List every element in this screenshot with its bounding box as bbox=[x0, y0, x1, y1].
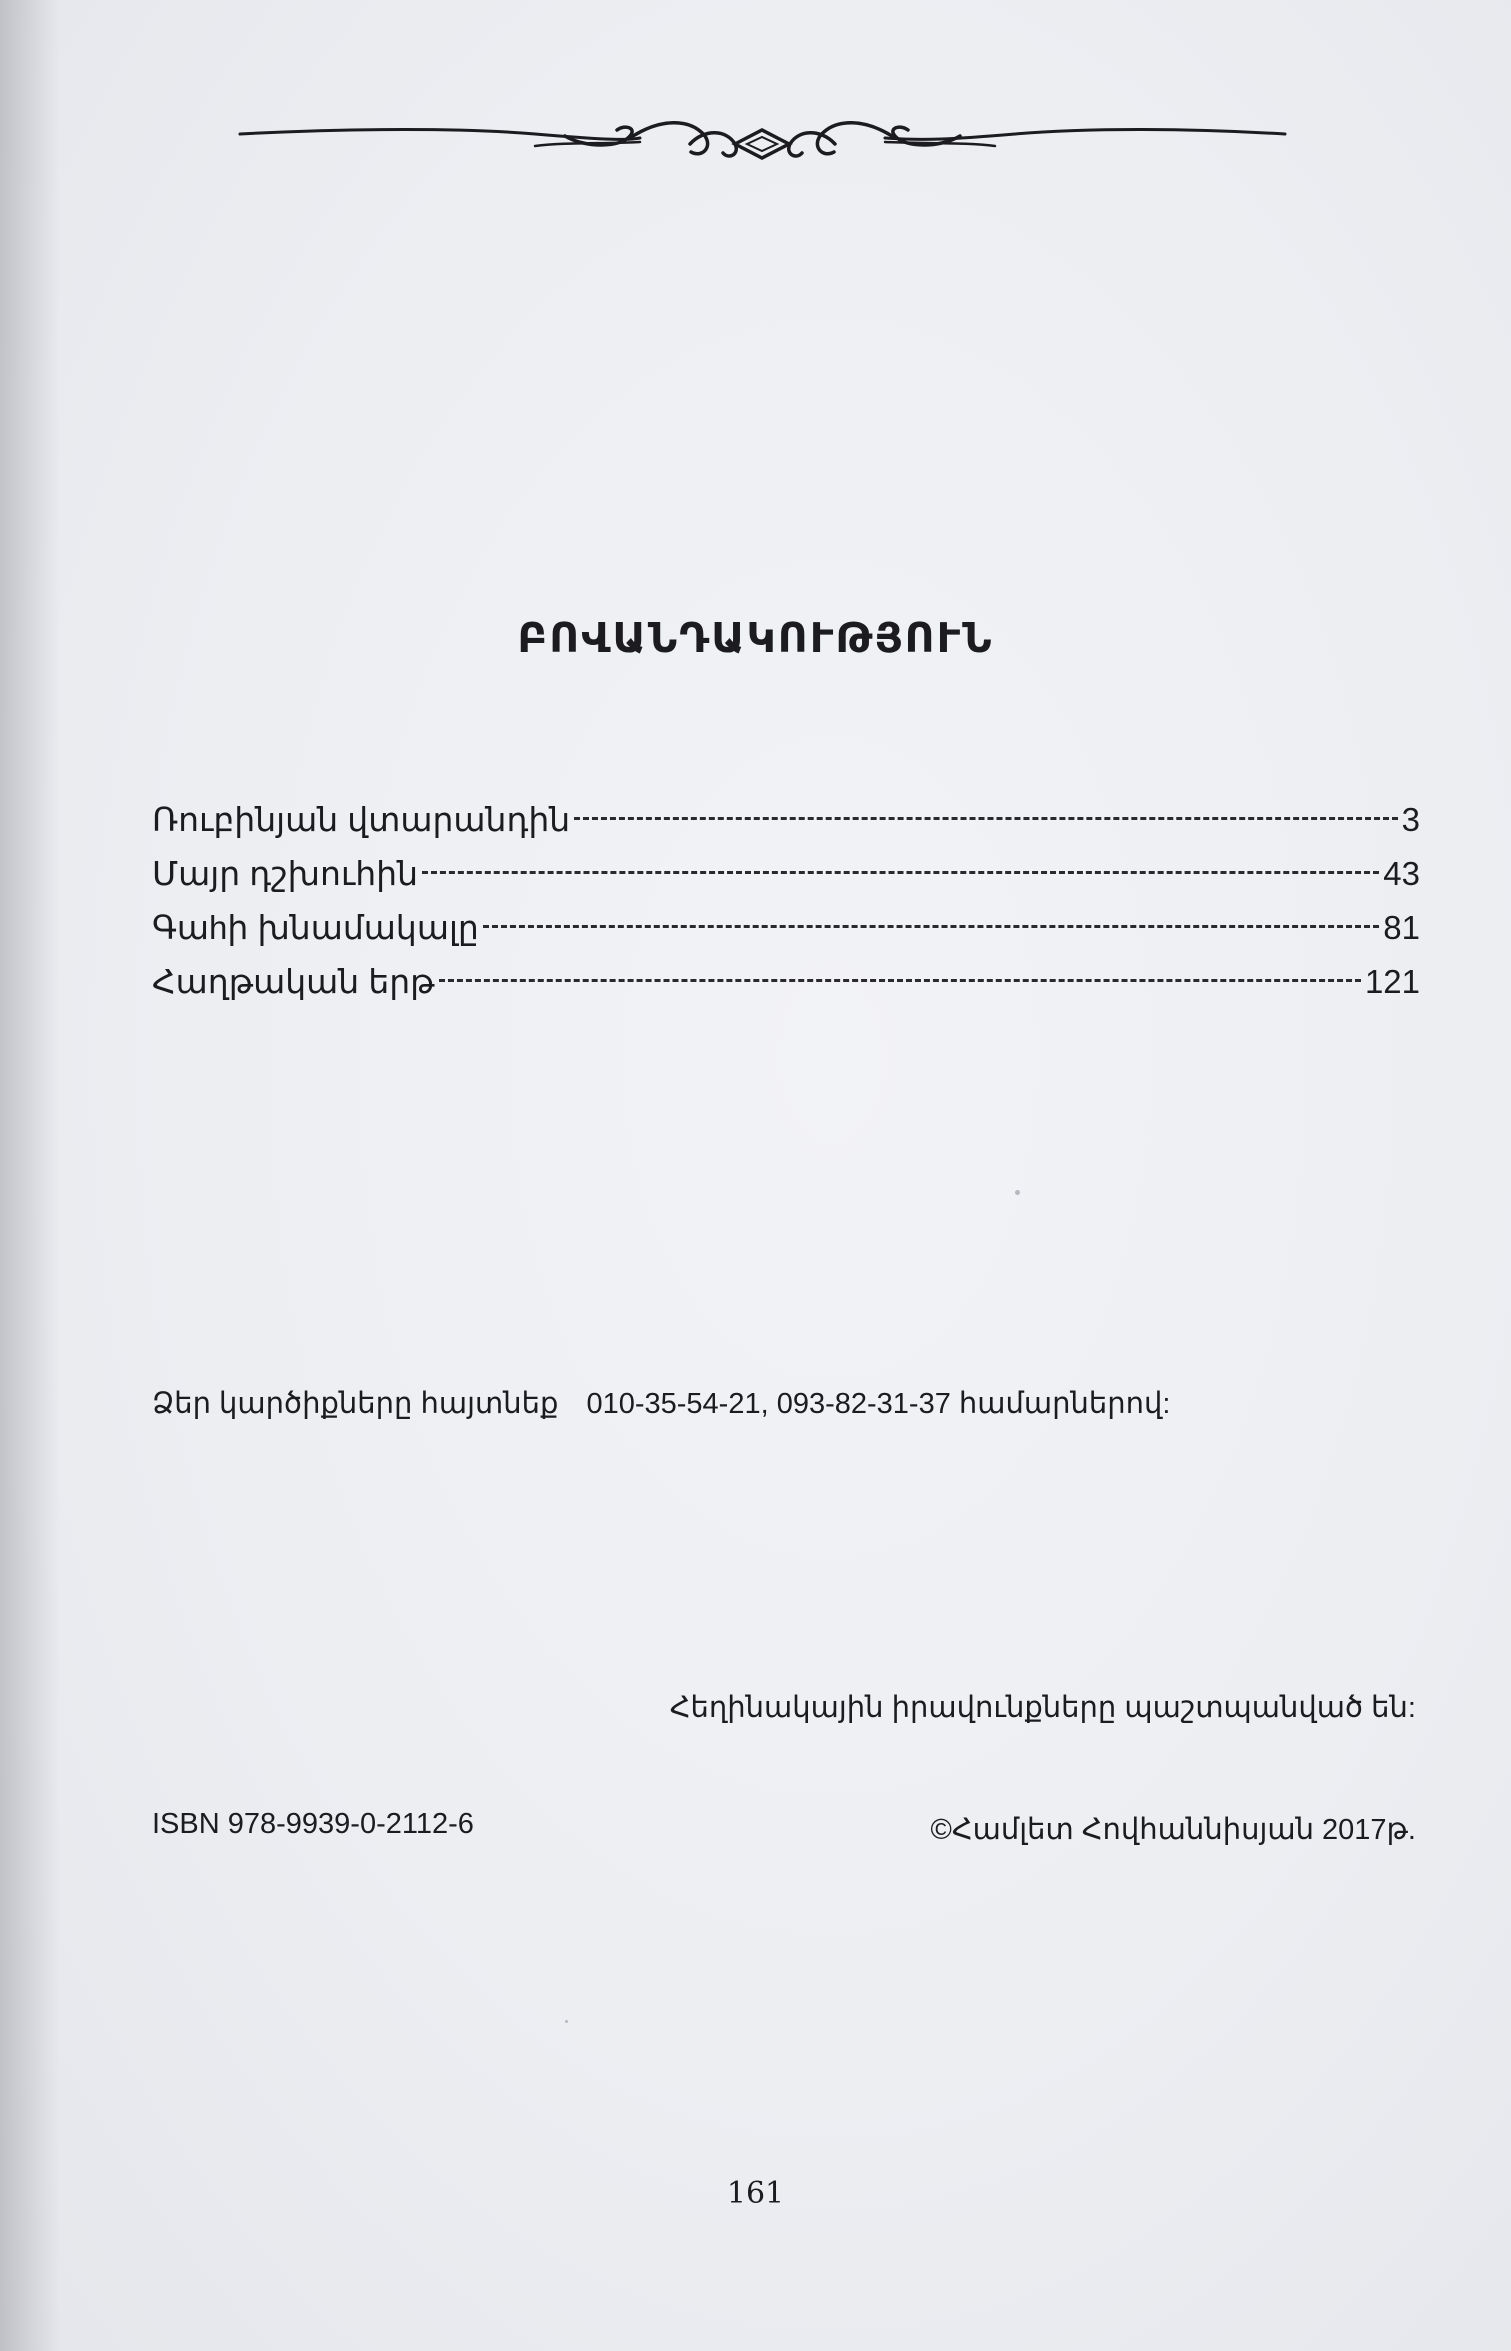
toc-entry[interactable] bbox=[152, 854, 1420, 908]
toc-entry[interactable] bbox=[152, 800, 1420, 854]
paper-speck bbox=[565, 2020, 568, 2023]
feedback-note bbox=[152, 1386, 1170, 1421]
toc-entry[interactable] bbox=[152, 962, 1420, 1016]
page-number: 161 bbox=[726, 2176, 785, 2211]
copyright-notice: ©Համլետ Հովհաննիսյան 2017թ. bbox=[930, 1814, 1416, 1846]
toc-leader bbox=[422, 871, 1379, 874]
toc-entry[interactable] bbox=[152, 908, 1420, 962]
toc-entry-title: Մայր դշխուհին bbox=[152, 855, 418, 892]
isbn: ISBN 978-9939-0-2112-6 bbox=[152, 1808, 474, 1840]
toc-leader bbox=[483, 925, 1379, 928]
toc-entry-title: Հաղթական երթ bbox=[152, 963, 435, 1000]
toc-entry-title: Գաhի խնամակալը bbox=[152, 909, 479, 946]
toc-entry-title: Ռուբինյան վտարանդին bbox=[152, 801, 571, 838]
spine-shadow bbox=[0, 0, 60, 2351]
toc-entry-page: 43 bbox=[1383, 855, 1420, 892]
toc-entry-page: 81 bbox=[1383, 909, 1420, 946]
toc-entry-page: 121 bbox=[1364, 963, 1420, 1000]
feedback-text: Ձեր կարծիքները հայտնեք bbox=[152, 1388, 559, 1420]
paper-speck bbox=[1015, 1190, 1020, 1195]
page-title: ԲՈՎԱՆԴԱԿՈՒԹՅՈՒՆ bbox=[517, 615, 994, 661]
rights-notice: Հեղինակային իրավունքները պաշտպանված են: bbox=[669, 1692, 1416, 1724]
toc-leader bbox=[439, 979, 1361, 982]
toc-entry-page: 3 bbox=[1401, 801, 1420, 838]
flourish-divider-icon bbox=[235, 108, 1290, 168]
table-of-contents bbox=[152, 800, 1420, 1016]
feedback-phones: 010-35-54-21, 093-82-31-37 համարներով: bbox=[586, 1388, 1171, 1420]
toc-leader bbox=[574, 817, 1397, 820]
